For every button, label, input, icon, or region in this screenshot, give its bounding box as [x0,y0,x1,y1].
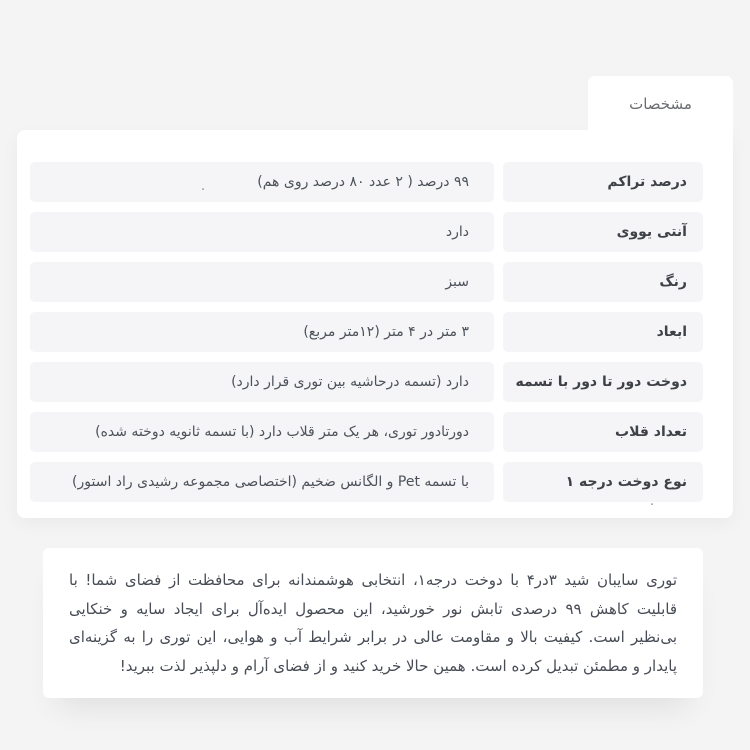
spec-label [503,362,703,402]
spec-row-color [30,262,703,302]
spec-value-text: دارد (تسمه درحاشیه بین توری قرار دارد) [231,374,469,390]
spec-value [30,162,494,202]
stray-dot: . [650,494,655,509]
spec-label-text: تعداد قلاب [615,424,687,440]
spec-label-text: رنگ [659,274,687,290]
spec-value [30,262,494,302]
spec-label-text: دوخت دور تا دور با تسمه [515,374,687,390]
spec-value [30,212,494,252]
tab-specifications-label: مشخصات [629,94,692,113]
spec-value [30,362,494,402]
description-card [43,548,703,698]
spec-label [503,462,703,502]
spec-label-text: نوع دوخت درجه ۱ [565,474,687,490]
spec-value-text: سبز [445,274,469,290]
spec-value-text: ۹۹ درصد ( ۲ عدد ۸۰ درصد روی هم) [257,174,469,190]
spec-value [30,412,494,452]
spec-row-edge-stitching [30,362,703,402]
spec-label [503,212,703,252]
spec-value [30,462,494,502]
stray-dot: . [201,179,206,194]
spec-label-text: آنتی یووی [616,224,687,240]
specifications-card [17,130,733,518]
spec-table [30,162,703,502]
spec-label-text: ابعاد [656,324,687,340]
spec-label [503,262,703,302]
tab-specifications[interactable] [588,76,733,131]
spec-value [30,312,494,352]
spec-row-anti-uv [30,212,703,252]
spec-value-text: ۳ متر در ۴ متر (۱۲متر مربع) [303,324,469,340]
spec-row-density [30,162,703,202]
spec-value-text: دورتادور توری، هر یک متر قلاب دارد (با تسمه ثانویه دوخته شده) [95,424,469,440]
spec-row-stitch-type [30,462,703,502]
spec-label [503,312,703,352]
spec-row-dimensions [30,312,703,352]
spec-label [503,162,703,202]
spec-value-text: با تسمه Pet و الگانس ضخیم (اختصاصی مجموعه رشیدی راد استور) [72,474,469,490]
spec-value-text: دارد [445,224,469,240]
product-description: توری سایبان شید ۳در۴ با دوخت درجه۱، انتخابی هوشمندانه برای محافظت از فضای شما! با قابلیت کاهش ۹۹ درصدی تابش نور خورشید، این محصول ایده‌آل برای ایجاد سایه و خنکایی بی‌نظیر است. کیفیت بالا و مقاومت عالی در برابر شرایط آب و هوایی، این توری را به گزینه‌ای پایدار و مطمئن تبدیل کرده است. همین حالا خرید کنید و از فضای آرام و دلپذیر لذت ببرید! [69,571,677,675]
spec-label-text: درصد تراکم [607,174,687,190]
spec-label [503,412,703,452]
spec-row-hook-count [30,412,703,452]
